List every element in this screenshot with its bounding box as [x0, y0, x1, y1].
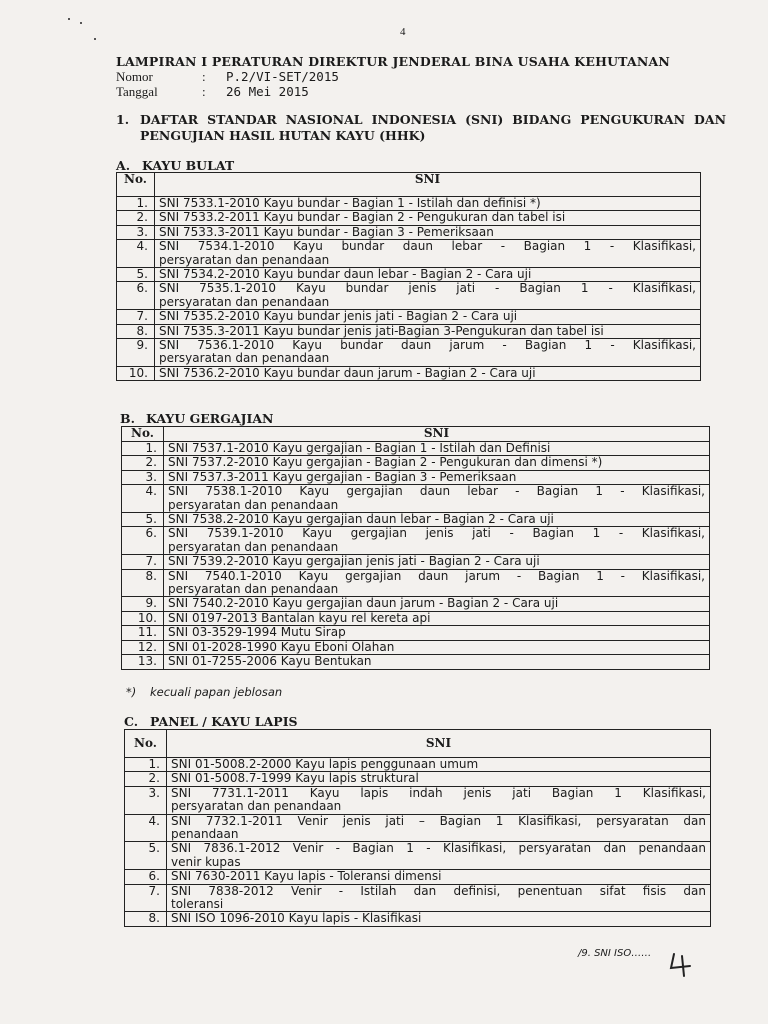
sni-entry [167, 772, 711, 786]
sni-entry-line: SNI 7538.1-2010 Kayu gergajian daun lebar - Bagian 1 - Klasifikasi, [168, 484, 705, 499]
table-row [125, 772, 711, 786]
row-number: 8. [125, 912, 167, 926]
table-row [125, 912, 711, 926]
row-number: 2. [122, 456, 164, 470]
nomor-colon: : [202, 69, 206, 84]
table-row [125, 814, 711, 842]
table-row [122, 597, 710, 611]
row-number: 5. [125, 842, 167, 870]
sni-entry-continuation: persyaratan dan penandaan [171, 799, 342, 814]
paraf-initial-mark [668, 950, 698, 978]
scan-speck [68, 18, 70, 20]
sni-entry-line: SNI 7534.2-2010 Kayu bundar daun lebar - Bagian 2 - Cara uji [159, 267, 532, 282]
sni-entry [155, 324, 701, 338]
column-header-sni: SNI [167, 730, 711, 758]
sni-entry [155, 366, 701, 380]
footnote-text: kecuali papan jeblosan [150, 685, 283, 699]
table-row [122, 569, 710, 597]
table-row [122, 485, 710, 513]
sni-entry [155, 240, 701, 268]
sni-entry-line: SNI 7731.1-2011 Kayu lapis indah jenis jati Bagian 1 Klasifikasi, [171, 785, 706, 800]
row-number: 1. [117, 197, 155, 211]
table-row [122, 640, 710, 654]
table-row [125, 786, 711, 814]
row-number: 7. [117, 310, 155, 324]
table-row [122, 456, 710, 470]
sni-entry-line: SNI 7838-2012 Venir - Istilah dan definisi, penentuan sifat fisis dan [171, 883, 706, 898]
sni-entry [155, 282, 701, 310]
section-number: 1. [116, 112, 130, 127]
nomor-label: Nomor [116, 69, 153, 84]
sni-entry-continuation: toleransi [171, 897, 224, 912]
sni-entry [164, 655, 710, 669]
table-row [122, 442, 710, 456]
sni-entry [167, 814, 711, 842]
table-row [122, 513, 710, 527]
row-number: 10. [117, 366, 155, 380]
sni-entry-continuation: persyaratan dan penandaan [159, 351, 330, 366]
row-number: 10. [122, 611, 164, 625]
subsection-title: PANEL / KAYU LAPIS [150, 714, 298, 729]
table-row [117, 211, 701, 225]
table-row [117, 240, 701, 268]
sni-entry-line: SNI 01-5008.2-2000 Kayu lapis penggunaan umum [171, 757, 479, 771]
row-number: 6. [117, 282, 155, 310]
column-header-sni: SNI [155, 173, 701, 197]
sni-entry-line: SNI 7836.1-2012 Venir - Bagian 1 - Klasifikasi, persyaratan dan penandaan [171, 841, 706, 856]
sni-entry-line: SNI 7537.1-2010 Kayu gergajian - Bagian 1 - Istilah dan Definisi [168, 441, 551, 455]
scan-speck [94, 38, 96, 40]
sni-entry-line: SNI 7539.1-2010 Kayu gergajian jenis jati - Bagian 1 - Klasifikasi, [168, 526, 705, 541]
sni-entry [164, 513, 710, 527]
sni-entry-line: SNI 01-2028-1990 Kayu Eboni Olahan [168, 639, 395, 654]
sni-entry-line: SNI 7535.3-2011 Kayu bundar jenis jati-Bagian 3-Pengukuran dan tabel isi [159, 323, 604, 338]
table-row [125, 842, 711, 870]
table-body [117, 197, 701, 381]
sni-entry-line: SNI 7540.2-2010 Kayu gergajian daun jarum - Bagian 2 - Cara uji [168, 596, 559, 611]
table-row [125, 884, 711, 912]
row-number: 4. [122, 485, 164, 513]
table-body [125, 758, 711, 927]
row-number: 3. [122, 470, 164, 484]
table-row [117, 268, 701, 282]
row-number: 9. [122, 597, 164, 611]
sni-entry [155, 197, 701, 211]
footnote-mark: *) [126, 685, 137, 699]
sni-entry-line: SNI ISO 1096-2010 Kayu lapis - Klasifikasi [171, 911, 422, 926]
table-row [117, 197, 701, 211]
sni-entry-line: SNI 03-3529-1994 Mutu Sirap [168, 625, 346, 640]
sni-entry-line: SNI 01-5008.7-1999 Kayu lapis struktural [171, 771, 419, 786]
tanggal-value: 26 Mei 2015 [226, 83, 309, 99]
scan-speck [80, 22, 82, 24]
sni-entry-continuation: persyaratan dan penandaan [159, 252, 330, 267]
row-number: 6. [122, 527, 164, 555]
row-number: 5. [117, 268, 155, 282]
column-header-no: No. [117, 173, 155, 197]
document-title: LAMPIRAN I PERATURAN DIREKTUR JENDERAL BINA USAHA KEHUTANAN [116, 54, 671, 69]
sni-entry-line: SNI 7536.2-2010 Kayu bundar daun jarum - Bagian 2 - Cara uji [159, 365, 536, 380]
row-number: 1. [122, 442, 164, 456]
sni-entry [164, 569, 710, 597]
subsection-title: KAYU BULAT [142, 158, 235, 173]
row-number: 13. [122, 655, 164, 669]
sni-entry [164, 442, 710, 456]
subsection-b-heading [120, 411, 273, 426]
sni-entry-continuation: venir kupas [171, 854, 241, 869]
column-header-no: No. [122, 427, 164, 442]
sni-entry-line: SNI 7538.2-2010 Kayu gergajian daun lebar - Bagian 2 - Cara uji [168, 512, 554, 527]
subsection-letter: A. [116, 158, 131, 173]
sni-entry [167, 842, 711, 870]
tanggal-colon: : [202, 83, 206, 99]
sni-entry-continuation: persyaratan dan penandaan [159, 294, 330, 309]
sni-entry-line: SNI 7535.2-2010 Kayu bundar jenis jati - Bagian 2 - Cara uji [159, 309, 518, 324]
table-row [117, 310, 701, 324]
row-number: 4. [117, 240, 155, 268]
table-row [125, 758, 711, 772]
row-number: 8. [117, 324, 155, 338]
sni-entry [164, 640, 710, 654]
column-header-sni: SNI [164, 427, 710, 442]
subsection-title: KAYU GERGAJIAN [146, 411, 274, 426]
row-number: 7. [122, 555, 164, 569]
next-page-reference: /9. SNI ISO…… [578, 948, 652, 959]
table-kayu-gergajian [121, 426, 710, 670]
sni-entry-line: SNI 7540.1-2010 Kayu gergajian daun jarum - Bagian 1 - Klasifikasi, [168, 568, 705, 583]
sni-entry [155, 268, 701, 282]
table-panel-kayu-lapis [124, 729, 711, 927]
row-number: 11. [122, 626, 164, 640]
table-row [122, 470, 710, 484]
subsection-letter: B. [120, 411, 135, 426]
sni-entry-line: SNI 7533.1-2010 Kayu bundar - Bagian 1 - Istilah dan definisi *) [159, 196, 541, 210]
table-row [122, 626, 710, 640]
tanggal-row [116, 85, 736, 100]
sni-entry [155, 225, 701, 239]
sni-entry [167, 758, 711, 772]
sni-entry [164, 456, 710, 470]
sni-entry [164, 611, 710, 625]
tanggal-label: Tanggal [116, 83, 158, 99]
sni-entry-line: SNI 7630-2011 Kayu lapis - Toleransi dimensi [171, 869, 442, 884]
subsection-c-heading [124, 714, 298, 729]
table-kayu-bulat [116, 172, 701, 381]
sni-entry-line: SNI 7535.1-2010 Kayu bundar jenis jati - Bagian 1 - Klasifikasi, [159, 281, 696, 296]
table-row [122, 555, 710, 569]
section-title: DAFTAR STANDAR NASIONAL INDONESIA (SNI) BIDANG PENGUKURAN DAN PENGUJIAN HASIL HUTAN KAYU (HHK) [140, 112, 726, 143]
page-number: 4 [400, 26, 406, 38]
sni-entry [167, 884, 711, 912]
row-number: 7. [125, 884, 167, 912]
sni-entry-line: SNI 7533.3-2011 Kayu bundar - Bagian 3 - Pemeriksaan [159, 224, 494, 239]
sni-entry-continuation: persyaratan dan penandaan [168, 497, 339, 512]
sni-entry [155, 211, 701, 225]
sni-entry-line: SNI 01-7255-2006 Kayu Bentukan [168, 654, 372, 669]
sni-entry [167, 870, 711, 884]
row-number: 1. [125, 758, 167, 772]
sni-entry [155, 339, 701, 367]
column-header-no: No. [125, 730, 167, 758]
subsection-a-heading [116, 158, 234, 173]
sni-entry-line: SNI 7732.1-2011 Venir jenis jati – Bagian 1 Klasifikasi, persyaratan dan [171, 813, 706, 828]
section-heading [116, 112, 726, 144]
subsection-letter: C. [124, 714, 139, 729]
nomor-row [116, 70, 736, 85]
sni-entry [164, 485, 710, 513]
sni-entry [167, 786, 711, 814]
table-row [122, 655, 710, 669]
table-row [117, 282, 701, 310]
sni-entry [155, 310, 701, 324]
sni-entry [164, 626, 710, 640]
row-number: 4. [125, 814, 167, 842]
sni-entry [167, 912, 711, 926]
sni-entry [164, 470, 710, 484]
sni-entry [164, 597, 710, 611]
sni-entry-line: SNI 7537.2-2010 Kayu gergajian - Bagian 2 - Pengukuran dan dimensi *) [168, 455, 603, 470]
sni-entry-line: SNI 7537.3-2011 Kayu gergajian - Bagian 3 - Pemeriksaan [168, 469, 517, 484]
row-number: 6. [125, 870, 167, 884]
row-number: 2. [117, 211, 155, 225]
sni-entry-line: SNI 7539.2-2010 Kayu gergajian jenis jati - Bagian 2 - Cara uji [168, 554, 540, 569]
sni-entry-continuation: penandaan [171, 827, 239, 842]
table-row [117, 366, 701, 380]
table-row [117, 339, 701, 367]
sni-entry-continuation: persyaratan dan penandaan [168, 539, 339, 554]
table-row [122, 611, 710, 625]
sni-entry-line: SNI 7533.2-2011 Kayu bundar - Bagian 2 - Pengukuran dan tabel isi [159, 210, 566, 225]
table-body [122, 442, 710, 670]
document-header [116, 54, 736, 99]
sni-entry [164, 527, 710, 555]
row-number: 3. [125, 786, 167, 814]
sni-entry [164, 555, 710, 569]
table-row [122, 527, 710, 555]
table-row [125, 870, 711, 884]
row-number: 12. [122, 640, 164, 654]
sni-entry-line: SNI 7534.1-2010 Kayu bundar daun lebar - Bagian 1 - Klasifikasi, [159, 239, 696, 254]
table-row [117, 225, 701, 239]
row-number: 2. [125, 772, 167, 786]
sni-entry-line: SNI 7536.1-2010 Kayu bundar daun jarum - Bagian 1 - Klasifikasi, [159, 338, 696, 353]
row-number: 3. [117, 225, 155, 239]
sni-entry-continuation: persyaratan dan penandaan [168, 582, 339, 597]
nomor-value: P.2/VI-SET/2015 [226, 69, 339, 84]
sni-entry-line: SNI 0197-2013 Bantalan kayu rel kereta api [168, 610, 431, 625]
footnote [126, 685, 282, 699]
table-row [117, 324, 701, 338]
row-number: 9. [117, 339, 155, 367]
row-number: 8. [122, 569, 164, 597]
row-number: 5. [122, 513, 164, 527]
